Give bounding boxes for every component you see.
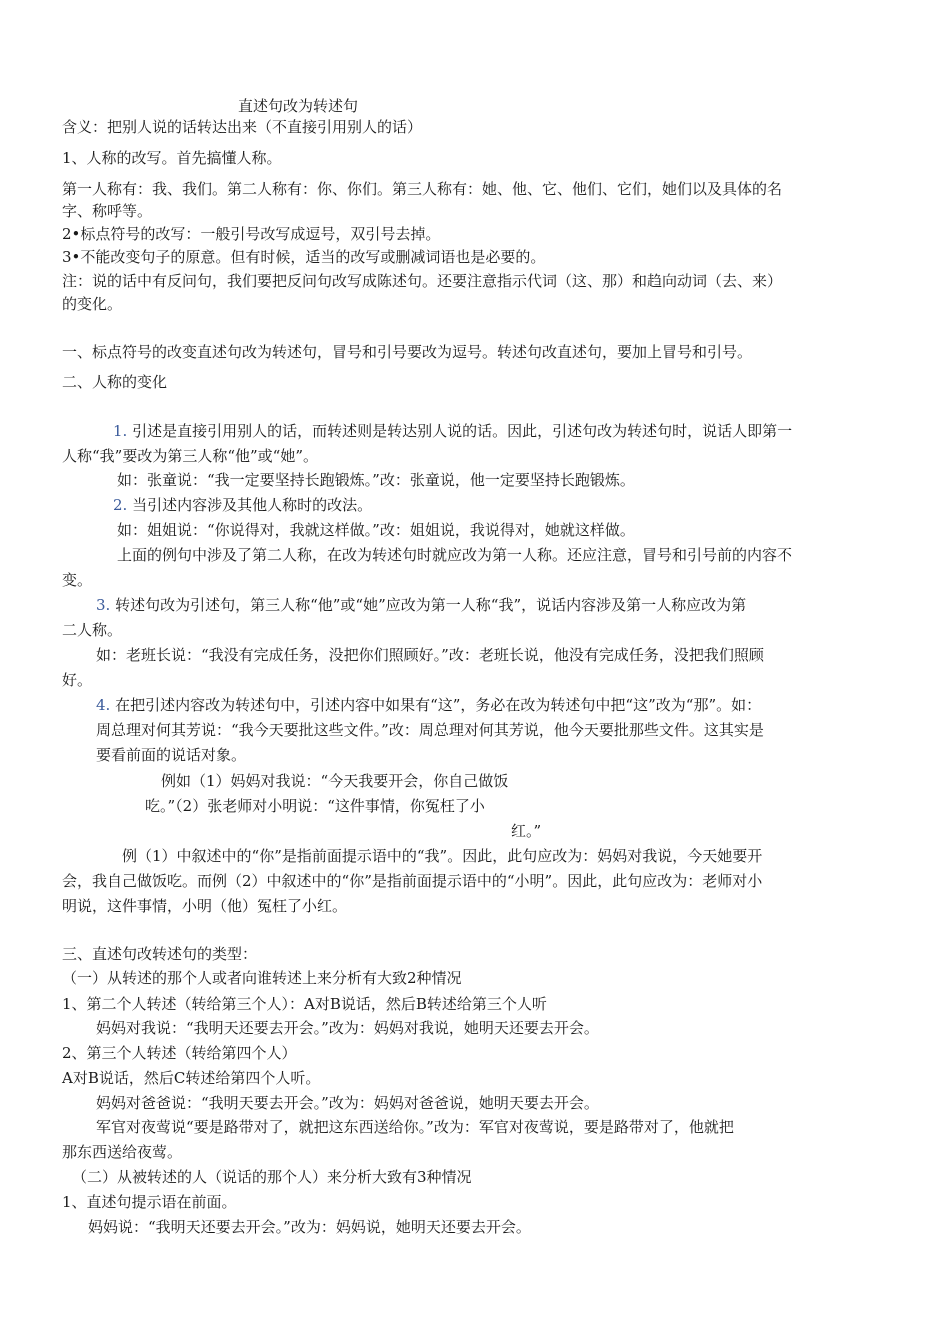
item-4-line-1 [96,695,761,715]
intro-persons-line-2: 字、称呼等。 [62,202,153,220]
type-2-example-1: 妈妈对爸爸说：“我明天要去开会。”改为：妈妈对爸爸说，她明天要去开会。 [96,1094,599,1112]
example-line-2: 吃。”（2）张老师对小明说：“这件事情，你冤枉了小 [145,797,485,815]
speaker-type-1-example: 妈妈说：“我明天还要去开会。”改为：妈妈说，她明天还要去开会。 [88,1218,531,1236]
item-2-text: 当引述内容涉及其他人称时的改法。 [132,496,373,514]
section-1-paragraph: 一、标点符号的改变直述句改为转述句，冒号和引号要改为逗号。转述句改直述句，要加上冒号和引号。 [62,343,753,361]
intro-note-line-2: 的变化。 [62,295,123,313]
item-3-example-line-2: 好。 [62,671,93,689]
section-3-heading: 三、直述句改转述句的类型： [62,945,258,963]
example-line-3: 红。” [511,822,542,840]
intro-point-1: 1、人称的改写。首先搞懂人称。 [62,149,282,167]
type-1-line: 1、第二个人转述（转给第三个人）：A对B说话，然后B转述给第三个人听 [62,995,547,1013]
note-line-2: 变。 [62,571,93,589]
item-1-line-2: 人称“我”要改为第三人称“他”或“她”。 [62,447,319,465]
item-3-line-2: 二人称。 [62,621,123,639]
intro-persons-line-1: 第一人称有：我、我们。第二人称有：你、你们。第三人称有：她、他、它、他们、它们，她们以及具体的名 [62,180,783,198]
page-title: 直述句改为转述句 [238,97,359,115]
note-line-1: 上面的例句中涉及了第二人称，在改为转述句时就应改为第一人称。还应注意，冒号和引号前的内容不 [117,546,793,564]
item-1-text: 引述是直接引用别人的话，而转述则是转达别人说的话。因此，引述句改为转述句时，说话人即第一 [132,422,793,440]
intro-point-2: 2•标点符号的改写：一般引号改写成逗号，双引号去掉。 [62,225,441,243]
item-3-text: 转述句改为引述句，第三人称“他”或“她”应改为第一人称“我”，说话内容涉及第一人称应改为第 [115,596,747,614]
item-1-line-1 [113,421,792,441]
type-1-example: 妈妈对我说：“我明天还要去开会。”改为：妈妈对我说，她明天还要去开会。 [96,1019,599,1037]
item-4-number: 4. [96,696,111,714]
section-3-sub-2: （二）从被转述的人（说话的那个人）来分析大致有3种情况 [72,1168,472,1186]
item-4-text: 在把引述内容改为转述句中，引述内容中如果有“这”，务必在改为转述句中把“这”改为“那”。如： [115,696,762,714]
item-2-line [113,495,372,515]
item-2-number: 2. [113,496,128,514]
item-4-line-3: 要看前面的说话对象。 [96,746,247,764]
item-3-number: 3. [96,596,111,614]
section-2-heading: 二、人称的变化 [62,373,168,391]
item-3-line-1 [96,595,746,615]
intro-point-3: 3•不能改变句子的原意。但有时候，适当的改写或删减词语也是必要的。 [62,248,546,266]
example-explanation-line-3: 明说，这件事情，小明（他）冤枉了小红。 [62,897,348,915]
item-2-example: 如：姐姐说：“你说得对，我就这样做。”改：姐姐说，我说得对，她就这样做。 [117,521,635,539]
speaker-type-1: 1、直述句提示语在前面。 [62,1193,237,1211]
section-3-sub-1: （一）从转述的那个人或者向谁转述上来分析有大致2种情况 [62,969,462,987]
example-line-1: 例如（1）妈妈对我说：“今天我要开会，你自己做饭 [161,772,509,790]
item-4-line-2: 周总理对何其芳说：“我今天要批这些文件。”改：周总理对何其芳说，他今天要批那些文件。这其实是 [96,721,764,739]
example-explanation-line-1: 例（1）中叙述中的“你”是指前面提示语中的“我”。因此，此句应改为：妈妈对我说，今天她要开 [122,847,763,865]
item-3-example-line-1: 如：老班长说：“我没有完成任务，没把你们照顾好。”改：老班长说，他没有完成任务，没把我们照顾 [96,646,764,664]
type-2-example-2-line-1: 军官对夜莺说“要是路带对了，就把这东西送给你。”改为：军官对夜莺说，要是路带对了，他就把 [96,1118,734,1136]
example-explanation-line-2: 会，我自己做饭吃。而例（2）中叙述中的“你”是指前面提示语中的“小明”。因此，此句应改为：老师对小 [62,872,763,890]
intro-note-line-1: 注：说的话中有反问句，我们要把反问句改写成陈述句。还要注意指示代词（这、那）和趋向动词（去、来） [62,272,783,290]
type-2-line: 2、第三个人转述（转给第四个人） [62,1044,297,1062]
definition-line: 含义：把别人说的话转达出来（不直接引用别人的话） [62,118,423,136]
type-2-example-2-line-2: 那东西送给夜莺。 [62,1143,183,1161]
type-2-description: A对B说话，然后C转述给第四个人听。 [62,1069,321,1087]
item-1-example: 如：张童说：“我一定要坚持长跑锻炼。”改：张童说，他一定要坚持长跑锻炼。 [117,471,635,489]
item-1-number: 1. [113,422,128,440]
